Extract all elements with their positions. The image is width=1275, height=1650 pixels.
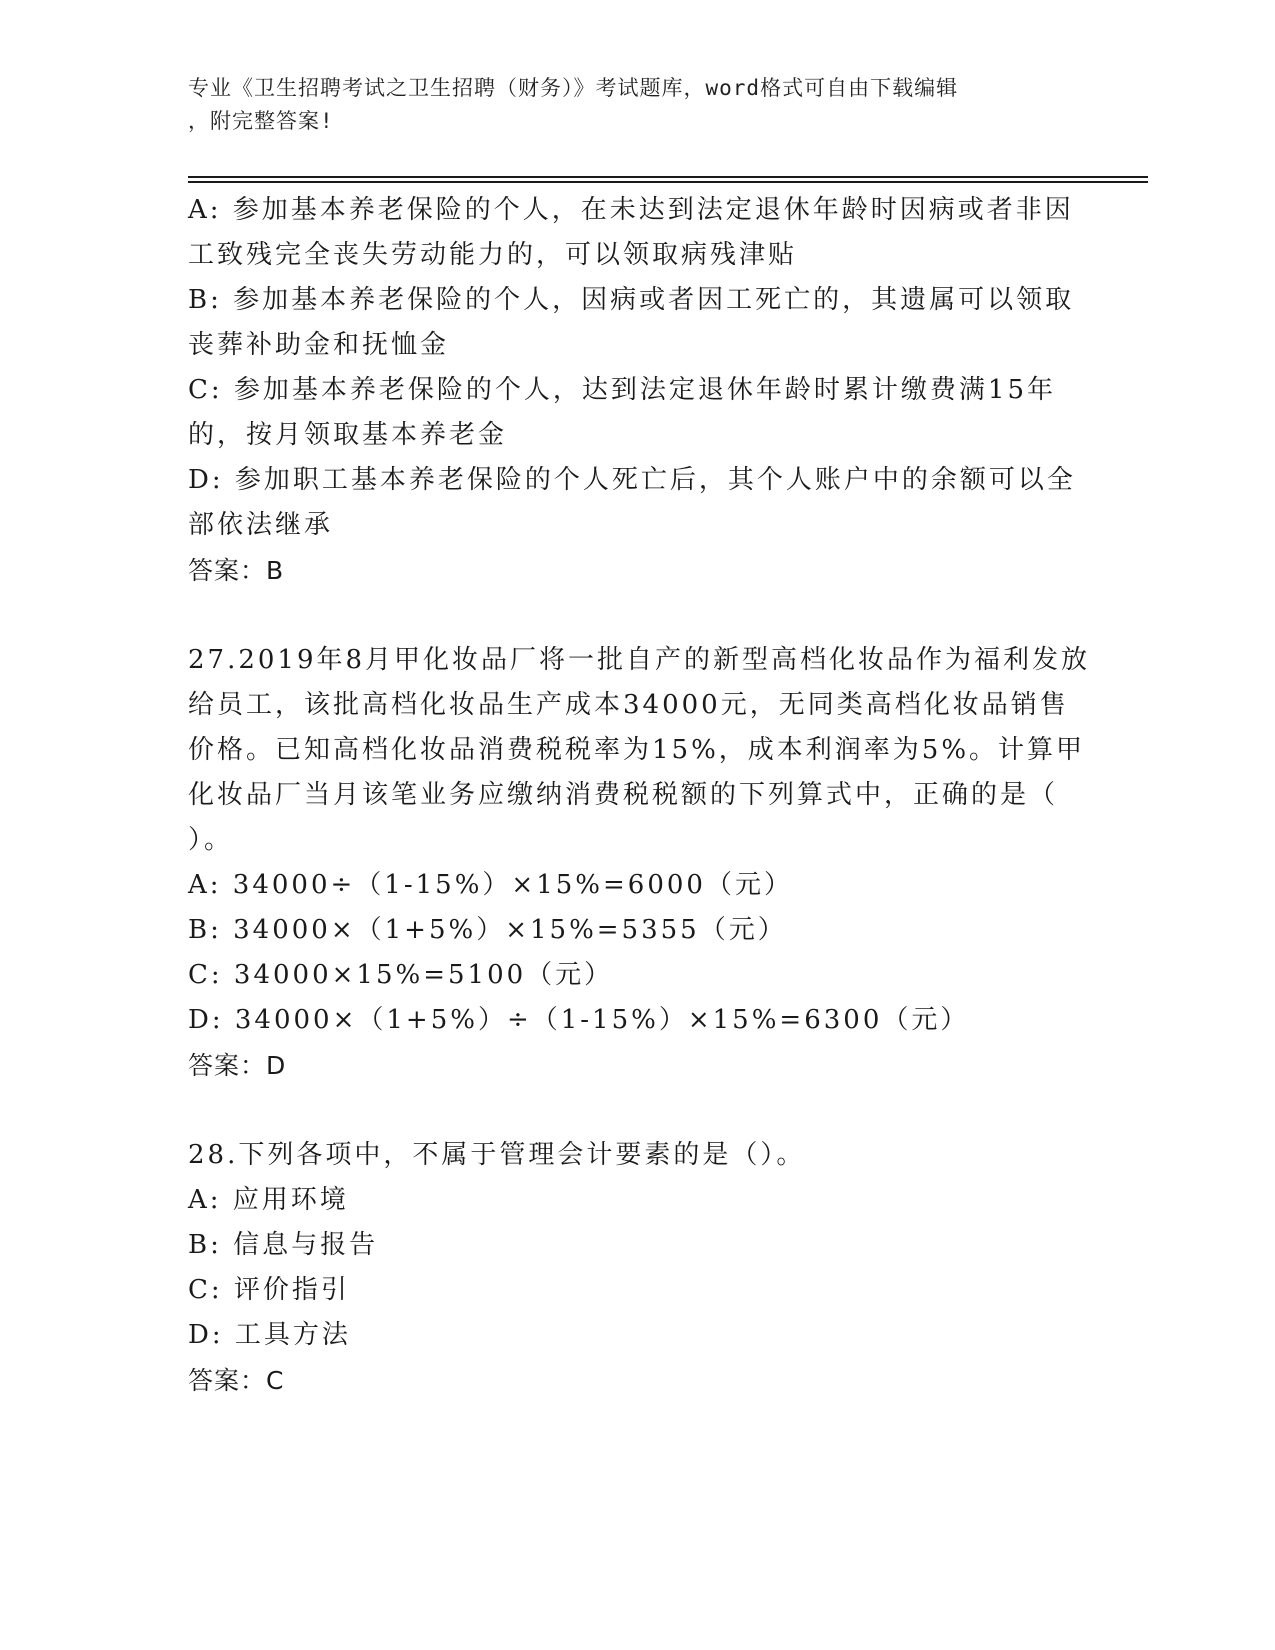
header-line-2: ，附完整答案!	[188, 109, 334, 133]
q27-stem-line-4: 化妆品厂当月该笔业务应缴纳消费税税额的下列算式中，正确的是（	[188, 780, 1059, 810]
q28-option-a: A: 应用环境	[188, 1185, 349, 1215]
q28-option-c: C: 评价指引	[188, 1275, 350, 1305]
spacer	[188, 1088, 1083, 1133]
q28-option-d: D: 工具方法	[188, 1320, 351, 1350]
q26-option-c-line-2: 的，按月领取基本养老金	[188, 420, 508, 450]
q28-option-b: B: 信息与报告	[188, 1230, 379, 1260]
q27-stem-line-3: 价格。已知高档化妆品消费税税率为15%，成本利润率为5%。计算甲	[188, 735, 1086, 765]
q28-stem: 28.下列各项中，不属于管理会计要素的是（）。	[188, 1140, 806, 1170]
q26-option-a-line-2: 工致残完全丧失劳动能力的，可以领取病残津贴	[188, 240, 798, 270]
q27-stem-line-5: ）。	[188, 825, 234, 855]
q28-answer: 答案：C	[188, 1366, 285, 1395]
q27-option-a: A: 34000÷（1-15%）×15%=6000（元）	[188, 870, 793, 900]
q26-answer: 答案：B	[188, 556, 285, 585]
document-body	[188, 188, 1091, 1403]
q27-option-c: C: 34000×15%=5100（元）	[188, 960, 614, 990]
q26-option-b-line-2: 丧葬补助金和抚恤金	[188, 330, 450, 360]
q26-option-d-line-2: 部依法继承	[188, 510, 334, 540]
q27-option-b: B: 34000×（1+5%）×15%=5355（元）	[188, 915, 787, 945]
q27-stem-line-1: 27.2019年8月甲化妆品厂将一批自产的新型高档化妆品作为福利发放	[188, 645, 1091, 675]
q26-option-d-line-1: D: 参加职工基本养老保险的个人死亡后，其个人账户中的余额可以全	[188, 465, 1076, 495]
q26-option-c-line-1: C: 参加基本养老保险的个人，达到法定退休年龄时累计缴费满15年	[188, 375, 1057, 405]
q27-stem-line-2: 给员工，该批高档化妆品生产成本34000元，无同类高档化妆品销售	[188, 690, 1069, 720]
document-header	[188, 72, 1068, 138]
question-26-options	[188, 188, 1083, 593]
q27-answer: 答案：D	[188, 1051, 287, 1080]
question-28	[188, 1133, 1083, 1403]
q26-option-b-line-1: B: 参加基本养老保险的个人，因病或者因工死亡的，其遗属可以领取	[188, 285, 1075, 315]
q26-option-a-line-1: A: 参加基本养老保险的个人，在未达到法定退休年龄时因病或者非因	[188, 195, 1074, 225]
header-divider-bottom	[188, 181, 1148, 183]
header-divider-top	[188, 176, 1148, 178]
spacer	[188, 593, 1083, 638]
header-line-1: 专业《卫生招聘考试之卫生招聘（财务）》考试题库，word格式可自由下载编辑	[188, 76, 959, 100]
question-27	[188, 638, 1091, 1088]
q27-option-d: D: 34000×（1+5%）÷（1-15%）×15%=6300（元）	[188, 1005, 970, 1035]
